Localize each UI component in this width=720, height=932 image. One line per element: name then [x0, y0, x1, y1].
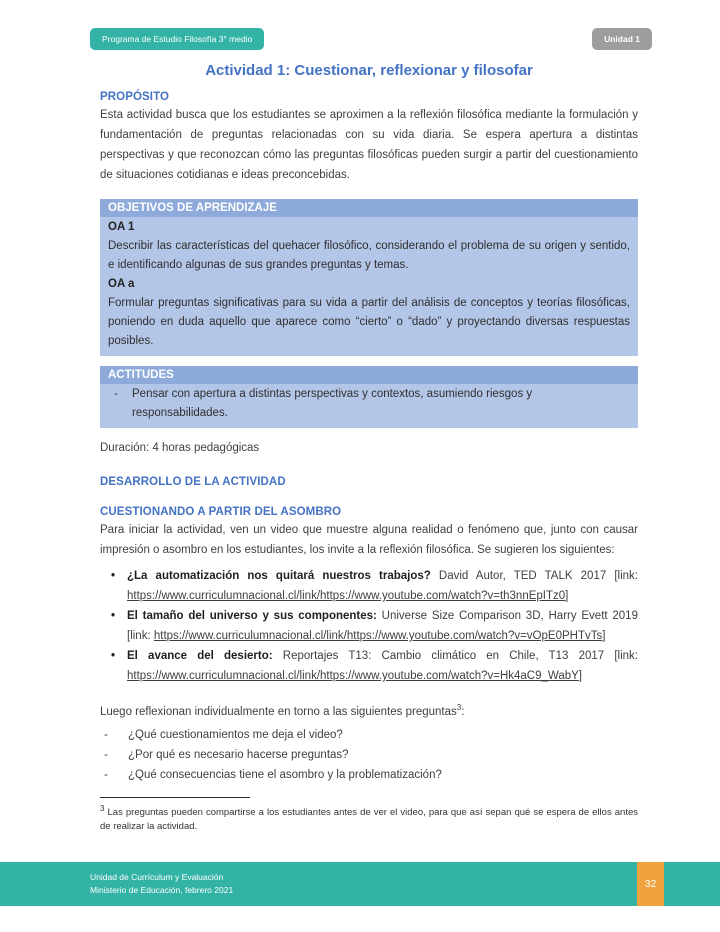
video-source: Reportajes T13: Cambio climático en Chile, T13 2017 [link: [282, 650, 639, 662]
video-link[interactable]: https://www.curriculumnacional.cl/link/https://www.youtube.com/watch?v=Hk4aC9_WabY [127, 670, 579, 682]
proposito-heading: PROPÓSITO [100, 91, 170, 103]
video-link[interactable]: https://www.curriculumnacional.cl/link/https://www.youtube.com/watch?v=th3nnEpITz0 [127, 590, 566, 602]
actitudes-box [100, 366, 638, 428]
video-item-universo [100, 606, 638, 646]
oa1-label: OA 1 [108, 221, 135, 233]
video-link-close-bracket: ] [578, 670, 582, 682]
footnote-marker: 3 [100, 803, 105, 813]
question-text: ¿Qué cuestionamientos me deja el video? [128, 729, 343, 741]
video-title: El tamaño del universo y sus componentes: [127, 610, 377, 622]
desarrollo-heading: DESARROLLO DE LA ACTIVIDAD [100, 476, 286, 488]
oaa-text: Formular preguntas significativas para su vida a partir del análisis de conceptos y teorías filosóficas, poniendo en duda aquello que aparece como “cierto” o “dado” y proyectando diversas respuestas posibles. [108, 297, 630, 347]
video-title: El avance del desierto: [127, 650, 273, 662]
footnote-text-block [100, 803, 638, 834]
video-link-close-bracket: ] [565, 590, 569, 602]
footer-text [90, 871, 233, 897]
video-title: ¿La automatización nos quitará nuestros trabajos? [127, 570, 431, 582]
reflexion-questions-list [100, 725, 638, 785]
top-header [0, 0, 720, 50]
cuestionando-heading: CUESTIONANDO A PARTIR DEL ASOMBRO [100, 506, 342, 518]
objetivos-body [100, 217, 638, 356]
video-link[interactable]: https://www.curriculumnacional.cl/link/https://www.youtube.com/watch?v=vOpE0PHTvTs [153, 630, 603, 642]
video-item-desierto [100, 646, 638, 686]
objetivos-box [100, 199, 638, 356]
video-item-automatizacion [100, 566, 638, 606]
video-suggestions-list [100, 566, 638, 686]
question-text: ¿Qué consecuencias tiene el asombro y la problematización? [128, 769, 442, 781]
actitudes-heading: ACTITUDES [100, 366, 638, 384]
question-item [100, 765, 638, 785]
page-footer [0, 862, 720, 906]
question-item [100, 725, 638, 745]
video-link-close-bracket: ] [602, 630, 606, 642]
actitudes-body [100, 384, 638, 428]
question-item [100, 745, 638, 765]
reflexion-intro-colon: : [461, 706, 465, 718]
footer-org: Unidad de Currículum y Evaluación [90, 872, 224, 882]
cuestionando-intro: Para iniciar la actividad, ven un video que muestre alguna realidad o fenómeno que, junto con causar impresión o asombro en los estudiantes, los invite a la reflexión filosófica. Se sugieren los siguientes: [100, 524, 638, 556]
page-content [0, 62, 720, 785]
activity-title: Actividad 1: Cuestionar, reflexionar y filosofar [205, 62, 533, 79]
oaa-label: OA a [108, 278, 135, 290]
program-badge: Programa de Estudio Filosofía 3° medio [90, 28, 264, 50]
footer-ministry: Ministerio de Educación, febrero 2021 [90, 885, 234, 895]
video-source: David Autor, TED TALK 2017 [link: [438, 570, 638, 582]
footnote-reference: 3 [456, 703, 462, 713]
page-number: 32 [637, 862, 664, 906]
footnote-text: Las preguntas pueden compartirse a los estudiantes antes de ver el video, para que así sepan qué se espera de ellos antes de realizar la actividad. [100, 807, 638, 832]
unit-badge: Unidad 1 [592, 28, 652, 50]
reflexion-intro [100, 702, 638, 722]
objetivos-heading: OBJETIVOS DE APRENDIZAJE [100, 199, 638, 217]
video-source: Universe Size Comparison 3D, Harry Evett 2019 [link: [127, 610, 638, 642]
actitud-item [108, 385, 630, 423]
footnote [100, 797, 638, 834]
oa1-text: Describir las características del quehacer filosófico, considerando el problema de su origen y sentido, e identificando algunas de sus grandes preguntas y temas. [108, 240, 630, 271]
question-text: ¿Por qué es necesario hacerse preguntas? [128, 749, 349, 761]
reflexion-intro-text: Luego reflexionan individualmente en torno a las siguientes preguntas [100, 706, 457, 718]
footnote-separator [100, 797, 250, 798]
duration-text: Duración: 4 horas pedagógicas [100, 442, 260, 454]
actitud-text: Pensar con apertura a distintas perspectivas y contextos, asumiendo riesgos y responsabilidades. [132, 388, 533, 419]
proposito-paragraph: Esta actividad busca que los estudiantes se aproximen a la reflexión filosófica mediante la formulación y fundamentación de preguntas relacionadas con su vida diaria. Se espera apertura a distintas perspectivas y que reconozcan cómo las preguntas filosóficas pueden surgir a partir del cuestionamiento de situaciones cotidianas e ideas preconcebidas. [100, 109, 638, 181]
